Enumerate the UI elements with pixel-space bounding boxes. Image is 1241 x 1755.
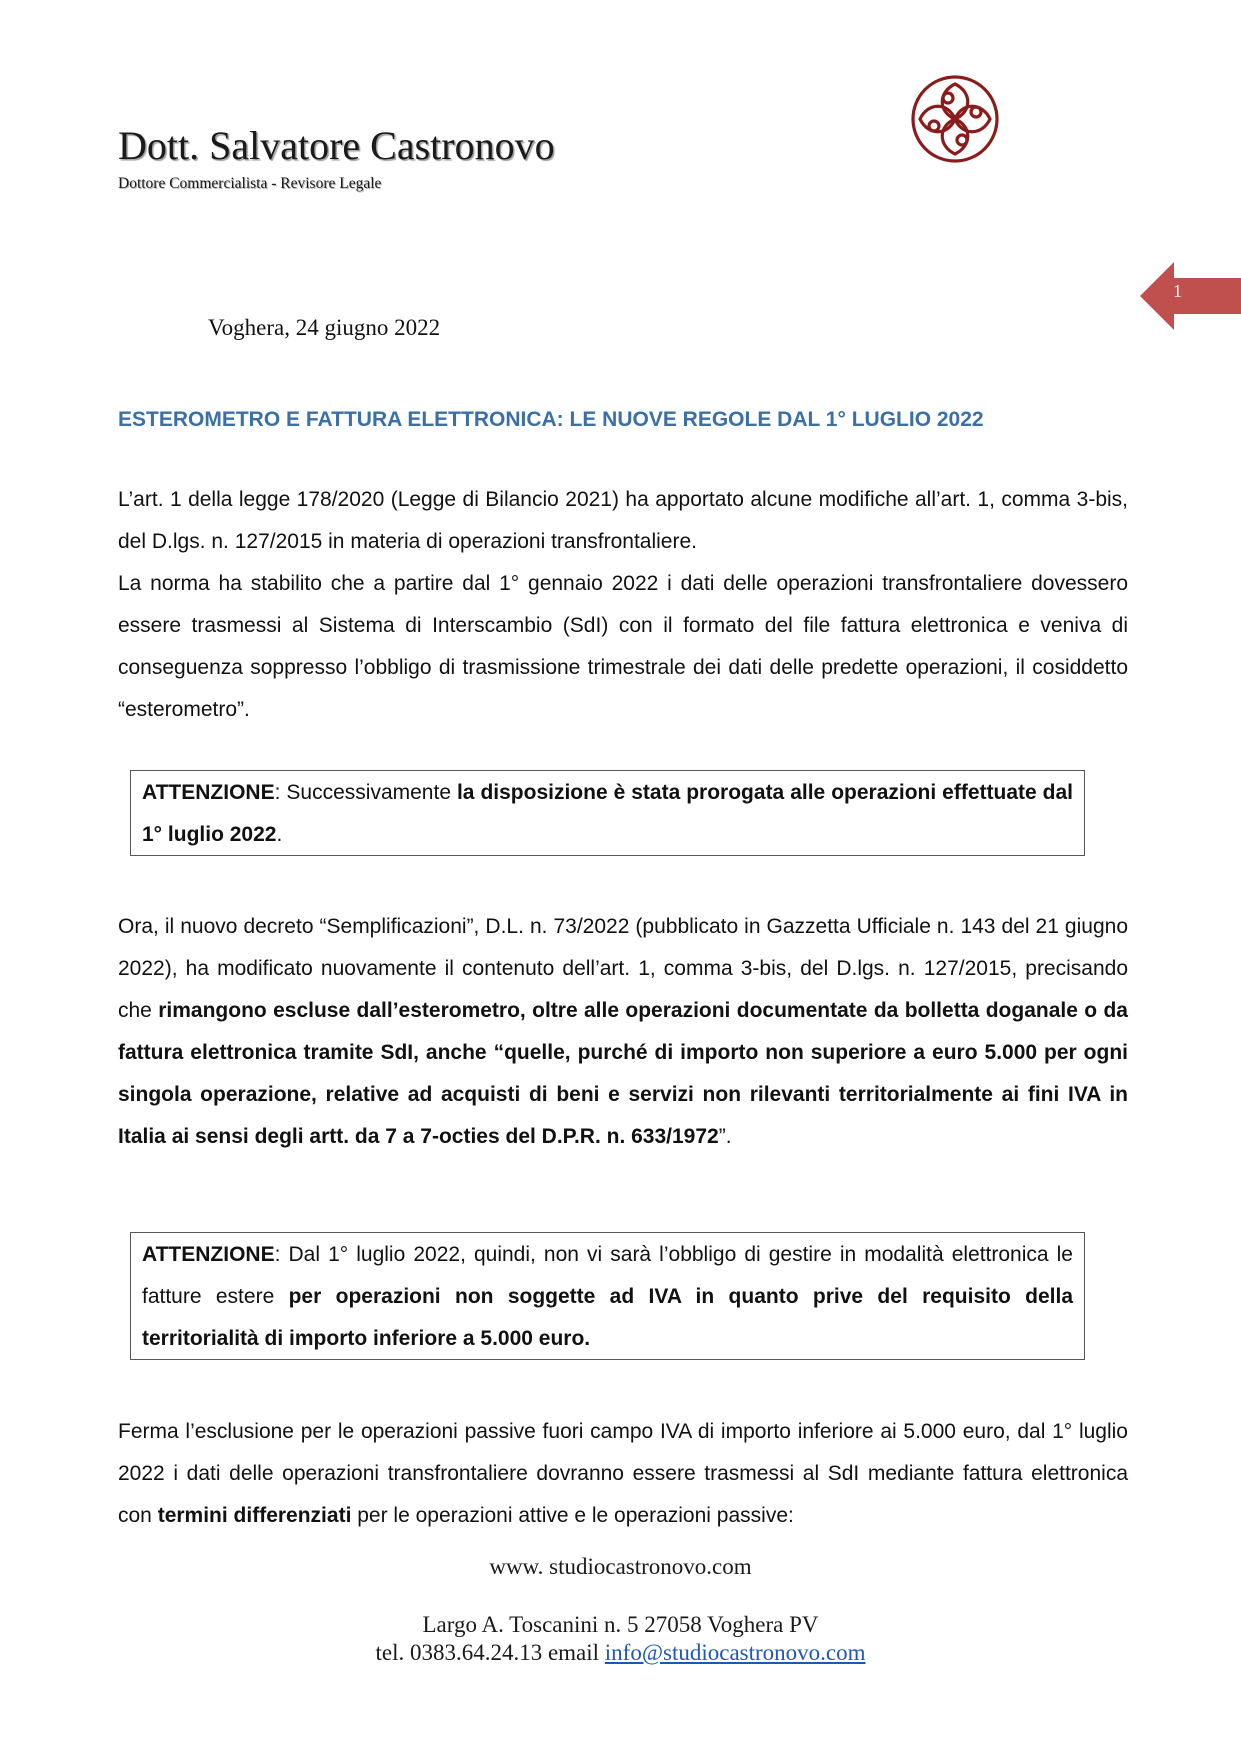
footer-phone: tel. 0383.64.24.13 email xyxy=(375,1640,605,1665)
attention-sep: : xyxy=(274,781,287,804)
paragraph-3-bold: rimangono escluse dall’esterometro, oltre alle operazioni documentate da bolletta doganale o da fattura elettronica tramite SdI, anche “quelle, purché di importo non superiore a euro 5.000 per ogni singola operazione, relative ad acquisti di beni e servizi non rilevanti territorialmente ai fini IVA in Italia ai sensi degli artt. da 7 a 7-octies del D.P.R. n. 633/1972 xyxy=(118,999,1128,1148)
footer-contact xyxy=(0,1640,1241,1666)
footer-email-link[interactable]: info@studiocastronovo.com xyxy=(604,1640,866,1665)
author-name: Dott. Salvatore Castronovo xyxy=(118,123,555,168)
attention-bold: per operazioni non soggette ad IVA in quanto prive del requisito della territorialità di importo inferiore a 5.000 euro. xyxy=(142,1285,1073,1350)
attention-text: Dal 1° luglio 2022, quindi, non vi sarà l’obbligo di gestire in modalità elettronica le fatture estere xyxy=(142,1243,1073,1308)
paragraph-3-text: Ora, il nuovo decreto “Semplificazioni”, D.L. n. 73/2022 (pubblicato in Gazzetta Ufficiale n. 143 del 21 giugno 2022), ha modificato nuovamente il contenuto dell’art. 1, comma 3-bis, del D.lgs. n. 127/2015, precisando che xyxy=(118,915,1128,1022)
document-title: ESTEROMETRO E FATTURA ELETTRONICA: LE NUOVE REGOLE DAL 1° LUGLIO 2022 xyxy=(118,408,984,431)
footer-address: Largo A. Toscanini n. 5 27058 Voghera PV xyxy=(422,1612,819,1637)
page-number: 1 xyxy=(1173,281,1182,301)
attention-box-1 xyxy=(130,770,1085,856)
paragraph-2-text: La norma ha stabilito che a partire dal 1° gennaio 2022 i dati delle operazioni transfrontaliere dovessero essere trasmessi al Sistema di Interscambio (SdI) con il formato del file fattura elettronica e veniva di conseguenza soppresso l’obbligo di trasmissione trimestrale dei dati delle predette operazioni, il cosiddetto “esterometro”. xyxy=(118,572,1128,721)
paragraph-2 xyxy=(118,563,1128,731)
attention-label: ATTENZIONE xyxy=(142,781,275,804)
paragraph-1 xyxy=(118,479,1128,563)
attention-end: . xyxy=(276,823,283,846)
paragraph-4-end: per le operazioni attive e le operazioni passive: xyxy=(351,1504,794,1527)
footer-website[interactable]: www. studiocastronovo.com xyxy=(489,1554,752,1579)
attention-sep: : xyxy=(274,1243,289,1266)
date-line: Voghera, 24 giugno 2022 xyxy=(208,315,441,340)
author-subtitle: Dottore Commercialista - Revisore Legale xyxy=(118,175,382,192)
rosette-logo-icon xyxy=(908,72,1002,166)
paragraph-4 xyxy=(118,1411,1128,1537)
paragraph-4-text: Ferma l’esclusione per le operazioni passive fuori campo IVA di importo inferiore ai 5.000 euro, dal 1° luglio 2022 i dati delle operazioni transfrontaliere dovranno essere trasmessi al SdI mediante fattura elettronica con xyxy=(118,1420,1128,1527)
attention-text: Successivamente xyxy=(286,781,457,804)
paragraph-3 xyxy=(118,906,1128,1158)
paragraph-4-bold: termini differenziati xyxy=(157,1504,352,1527)
attention-box-2 xyxy=(130,1232,1085,1360)
attention-bold: la disposizione è stata prorogata alle operazioni effettuate dal 1° luglio 2022 xyxy=(142,781,1073,846)
paragraph-1-text: L’art. 1 della legge 178/2020 (Legge di Bilancio 2021) ha apportato alcune modifiche all’art. 1, comma 3-bis, del D.lgs. n. 127/2015 in materia di operazioni transfrontaliere. xyxy=(118,488,1128,553)
attention-label: ATTENZIONE xyxy=(142,1243,275,1266)
paragraph-3-end: ”. xyxy=(718,1125,732,1148)
page-number-marker xyxy=(1140,262,1241,330)
